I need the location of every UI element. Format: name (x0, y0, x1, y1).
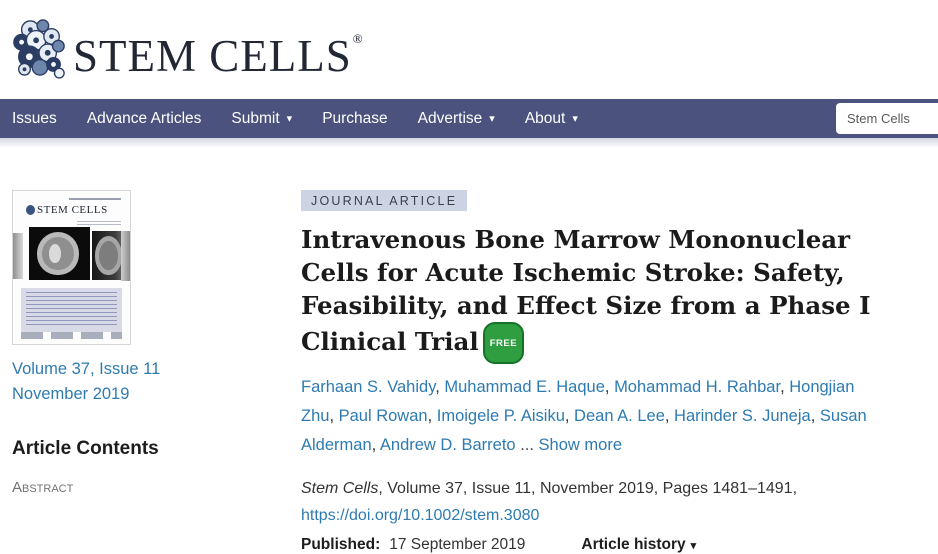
article-title: Intravenous Bone Marrow Mononuclear Cells for Acute Ischemic Stroke: Safety, Feasibility, and Effect Size from a Phase I Clinical Trial FREE (301, 223, 905, 364)
free-access-badge: FREE (483, 322, 524, 364)
nav-item-about[interactable]: About ▾ (524, 109, 578, 127)
author-link[interactable]: Hongjian Zhu (301, 378, 855, 425)
citation-details: , Volume 37, Issue 11, November 2019, Pages 1481–1491, (378, 480, 798, 497)
journal-logo-text: STEM CELLS® (73, 31, 364, 81)
issue-date-link[interactable]: November 2019 (12, 385, 130, 403)
doi-link[interactable]: https://doi.org/10.1002/stem.3080 (301, 507, 540, 524)
cover-brain-scan-left (29, 227, 90, 280)
author-link[interactable]: Harinder S. Juneja (674, 407, 811, 425)
caret-down-icon: ▾ (286, 112, 293, 125)
cover-title: STEM CELLS (37, 204, 108, 216)
cover-footer-lines (21, 332, 122, 339)
author-link[interactable]: Farhaan S. Vahidy (301, 378, 436, 396)
sidebar (0, 190, 301, 554)
citation-line (301, 475, 907, 529)
publication-row (301, 536, 907, 554)
nav-item-purchase[interactable]: Purchase (322, 109, 388, 127)
article-history-toggle[interactable]: Article history ▾ (581, 536, 697, 553)
author-separator: , (435, 378, 445, 396)
author-separator: , (810, 407, 820, 425)
published-label: Published: (301, 536, 381, 553)
cover-logo (26, 204, 108, 216)
nav-item-advertise[interactable]: Advertise ▾ (417, 109, 495, 127)
article-header (301, 190, 907, 554)
article-contents-heading: Article Contents (12, 438, 159, 459)
main-navigation (0, 99, 938, 138)
author-separator: , (604, 378, 615, 396)
author-link[interactable]: Paul Rowan (338, 407, 428, 425)
author-link[interactable]: Imoigele P. Aisiku (436, 407, 565, 425)
contents-item-abstract[interactable]: Abstract (12, 479, 74, 496)
authors-ellipsis: ... (515, 436, 539, 454)
author-separator: , (371, 436, 380, 454)
issue-cover-thumbnail[interactable] (12, 190, 131, 345)
site-header (0, 0, 938, 99)
page-content (0, 148, 938, 554)
cover-logo-icon (26, 205, 35, 215)
author-link[interactable]: Andrew D. Barreto (379, 436, 516, 454)
author-separator: , (664, 407, 675, 425)
registered-mark: ® (352, 31, 364, 46)
cover-topline (69, 198, 121, 200)
nav-item-issues[interactable]: Issues (12, 109, 57, 127)
author-separator: , (564, 407, 575, 425)
author-list (301, 373, 891, 460)
show-more-link[interactable]: Show more (538, 436, 622, 454)
author-separator: , (329, 407, 339, 425)
caret-down-icon: ▾ (489, 112, 495, 125)
author-separator: , (780, 378, 790, 396)
nav-items (12, 110, 578, 128)
author-link[interactable]: Susan Alderman (301, 407, 867, 454)
journal-logo[interactable] (10, 7, 364, 88)
cover-left-bar (13, 233, 23, 279)
cover-toc-block (21, 288, 122, 332)
nav-item-advance-articles[interactable]: Advance Articles (86, 109, 202, 127)
search-input[interactable] (836, 103, 938, 134)
search-input-value: Stem Cells (847, 111, 910, 126)
author-link[interactable]: Mohammad H. Rahbar (614, 378, 781, 396)
issue-links (12, 357, 301, 407)
citation-journal-name: Stem Cells (301, 480, 379, 497)
author-link[interactable]: Dean A. Lee (574, 407, 665, 425)
author-separator: , (427, 407, 437, 425)
article-type-badge: JOURNAL ARTICLE (301, 190, 467, 211)
nav-item-submit[interactable]: Submit ▾ (231, 109, 293, 127)
cover-subtitle-lines (77, 221, 121, 226)
caret-down-icon: ▾ (572, 112, 578, 125)
cover-right-bar (121, 231, 130, 281)
published-date: 17 September 2019 (389, 536, 526, 553)
volume-issue-link[interactable]: Volume 37, Issue 11 (12, 360, 161, 378)
author-link[interactable]: Muhammad E. Haque (444, 378, 605, 396)
caret-down-icon: ▾ (690, 540, 697, 552)
stem-cells-logo-icon (10, 16, 68, 80)
nav-shadow (0, 138, 938, 148)
